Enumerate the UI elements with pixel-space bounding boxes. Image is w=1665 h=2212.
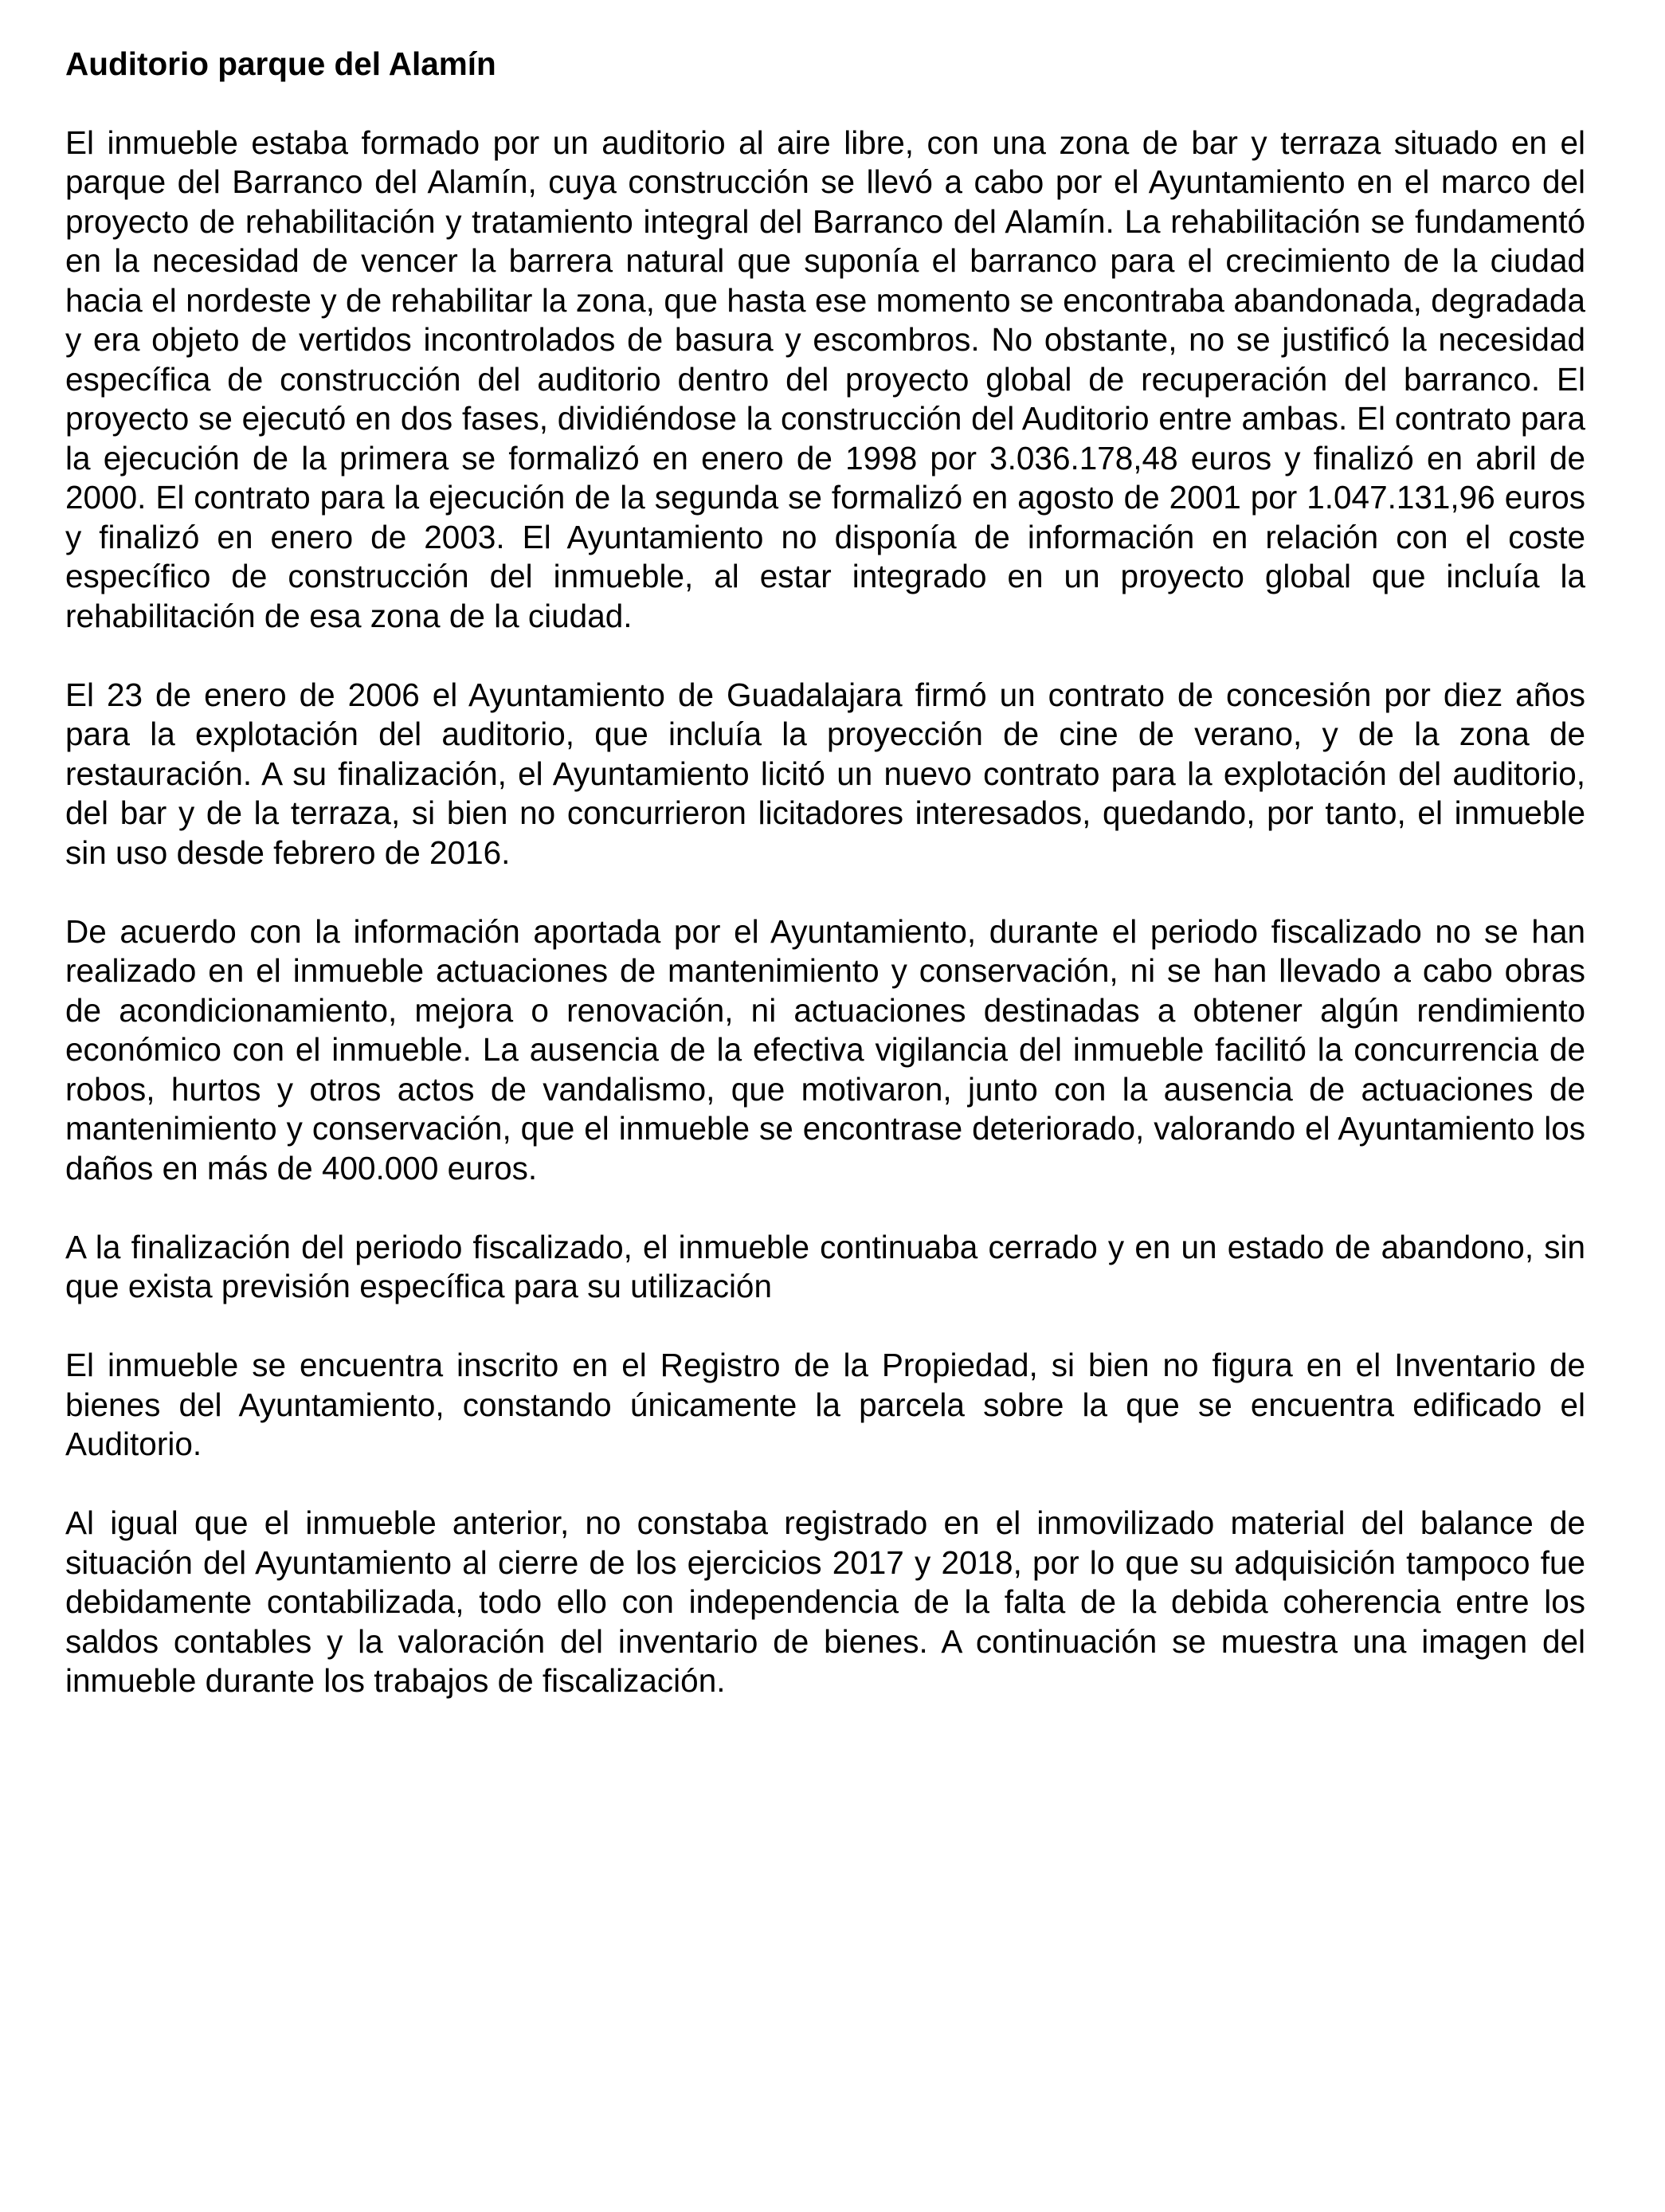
paragraph-maintenance: De acuerdo con la información aportada por el Ayuntamiento, durante el periodo fiscalizado no se han realizado en el inmueble actuaciones de mantenimiento y conservación, ni se han llevado a cabo obras de acondicionamiento, mejora o renovación, ni actuaciones destinadas a obtener algún rendimiento económico con el inmueble. La ausencia de la efectiva vigilancia del inmueble facilitó la concurrencia de robos, hurtos y otros actos de vandalismo, que motivaron, junto con la ausencia de actuaciones de mantenimiento y conservación, que el inmueble se encontrase deteriorado, valorando el Ayuntamiento los daños en más de 400.000 euros. <box>65 912 1585 1186</box>
document-page <box>65 45 1585 1740</box>
paragraph-construction: El inmueble estaba formado por un auditorio al aire libre, con una zona de bar y terraza situado en el parque del Barranco del Alamín, cuya construcción se llevó a cabo por el Ayuntamiento en el marco del proyecto de rehabilitación y tratamiento integral del Barranco del Alamín. La rehabilitación se fundamentó en la necesidad de vencer la barrera natural que suponía el barranco para el crecimiento de la ciudad hacia el nordeste y de rehabilitar la zona, que hasta ese momento se encontraba abandonada, degradada y era objeto de vertidos incontrolados de basura y escombros. No obstante, no se justificó la necesidad específica de construcción del auditorio dentro del proyecto global de recuperación del barranco. El proyecto se ejecutó en dos fases, dividiéndose la construcción del Auditorio entre ambas. El contrato para la ejecución de la primera se formalizó en enero de 1998 por 3.036.178,48 euros y finalizó en abril de 2000. El contrato para la ejecución de la segunda se formalizó en agosto de 2001 por 1.047.131,96 euros y finalizó en enero de 2003. El Ayuntamiento no disponía de información en relación con el coste específico de construcción del inmueble, al estar integrado en un proyecto global que incluía la rehabilitación de esa zona de la ciudad. <box>65 124 1585 634</box>
paragraph-concession: El 23 de enero de 2006 el Ayuntamiento de Guadalajara firmó un contrato de concesión por diez años para la explotación del auditorio, que incluía la proyección de cine de verano, y de la zona de restauración. A su finalización, el Ayuntamiento licitó un nuevo contrato para la explotación del auditorio, del bar y de la terraza, si bien no concurrieron licitadores interesados, quedando, por tanto, el inmueble sin uso desde febrero de 2016. <box>65 676 1585 871</box>
paragraph-status: A la finalización del periodo fiscalizado, el inmueble continuaba cerrado y en un estado de abandono, sin que exista previsión específica para su utilización <box>65 1228 1585 1304</box>
section-heading: Auditorio parque del Alamín <box>65 45 496 82</box>
paragraph-accounting: Al igual que el inmueble anterior, no constaba registrado en el inmovilizado material del balance de situación del Ayuntamiento al cierre de los ejercicios 2017 y 2018, por lo que su adquisición tampoco fue debidamente contabilizada, todo ello con independencia de la falta de la debida coherencia entre los saldos contables y la valoración del inventario de bienes. A continuación se muestra una imagen del inmueble durante los trabajos de fiscalización. <box>65 1504 1585 1699</box>
paragraph-registry: El inmueble se encuentra inscrito en el Registro de la Propiedad, si bien no figura en el Inventario de bienes del Ayuntamiento, constando únicamente la parcela sobre la que se encuentra edificado el Auditorio. <box>65 1347 1585 1462</box>
